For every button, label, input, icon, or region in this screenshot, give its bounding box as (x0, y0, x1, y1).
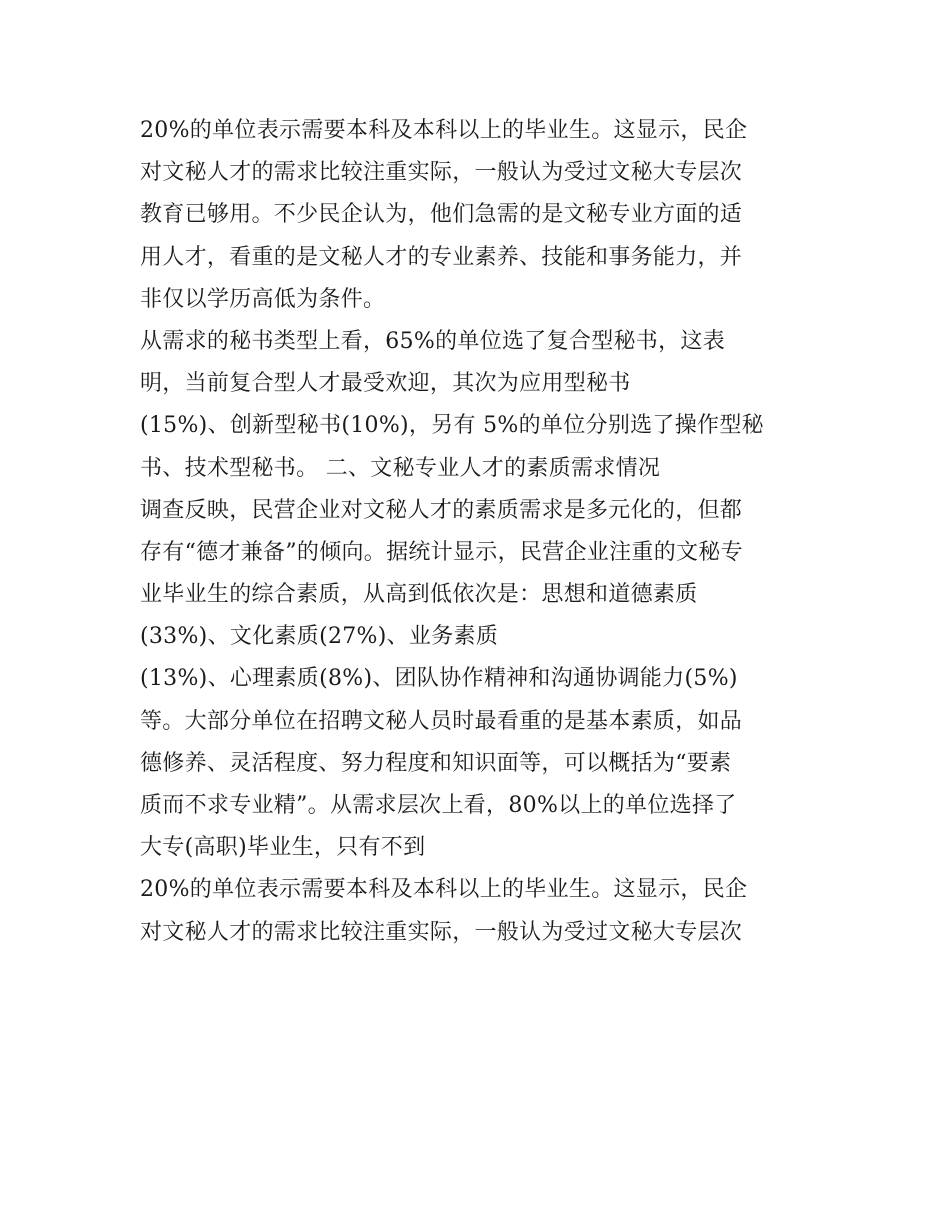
text-line: 20%的单位表示需要本科及本科以上的毕业生。这显示，民企 (140, 118, 748, 143)
text-line: 教育已够用。不少民企认为，他们急需的是文秘专业方面的适 (140, 202, 743, 228)
text-line: 20%的单位表示需要本科及本科以上的毕业生。这显示，民企 (140, 877, 748, 903)
text-line: 从需求的秘书类型上看，65%的单位选了复合型秘书，这表 (140, 328, 725, 354)
text-line: (15%)、创新型秘书(10%)，另有 5%的单位分别选了操作型秘 (140, 413, 764, 439)
text-line: (33%)、文化素质(27%)、业务素质 (140, 624, 499, 650)
text-line: 德修养、灵活程度、努力程度和知识面等，可以概括为“要素 (140, 750, 732, 776)
body-text (140, 110, 820, 954)
text-line: 对文秘人才的需求比较注重实际，一般认为受过文秘大专层次 (140, 919, 743, 945)
text-line: (13%)、心理素质(8%)、团队协作精神和沟通协调能力(5%) (140, 666, 738, 692)
text-line: 对文秘人才的需求比较注重实际，一般认为受过文秘大专层次 (140, 160, 743, 186)
text-line: 存有“德才兼备”的倾向。据统计显示，民营企业注重的文秘专 (140, 539, 743, 565)
text-line: 大专(高职)毕业生，只有不到 (140, 835, 426, 861)
text-line: 等。大部分单位在招聘文秘人员时最看重的是基本素质，如品 (140, 708, 743, 734)
text-line: 书、技术型秘书。 二、文秘专业人才的素质需求情况 (140, 455, 661, 481)
text-line: 用人才，看重的是文秘人才的专业素养、技能和事务能力，并 (140, 244, 743, 270)
text-line: 明，当前复合型人才最受欢迎，其次为应用型秘书 (140, 371, 631, 397)
text-line: 质而不求专业精”。从需求层次上看，80%以上的单位选择了 (140, 793, 737, 818)
text-line: 非仅以学历高低为条件。 (140, 286, 386, 312)
text-line: 业毕业生的综合素质，从高到低依次是：思想和道德素质 (140, 582, 698, 608)
text-line: 调查反映，民营企业对文秘人才的素质需求是多元化的，但都 (140, 497, 743, 523)
